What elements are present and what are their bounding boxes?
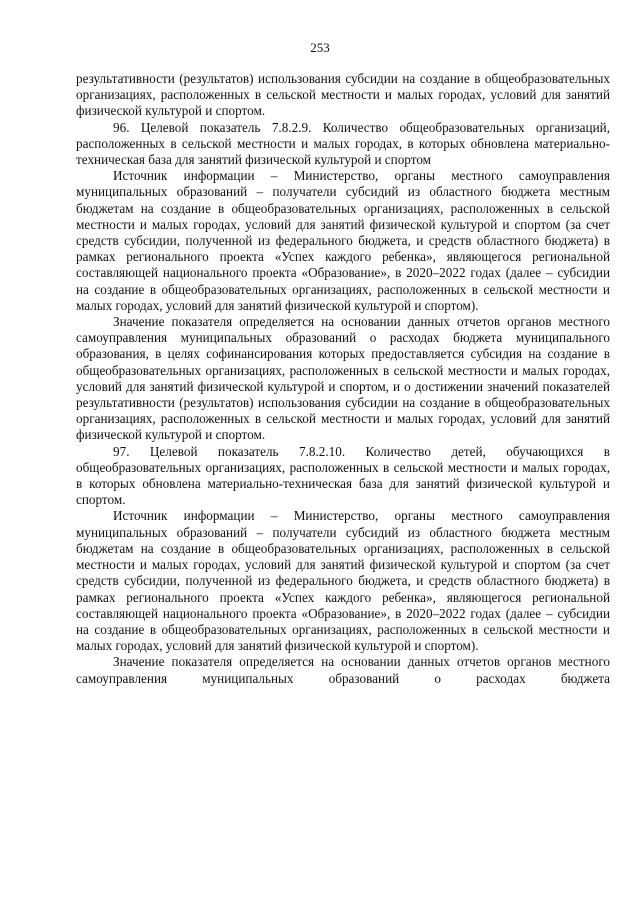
body-paragraph: Источник информации – Министерство, органы местного самоуправления муниципальных образований – получатели субсидий из областного бюджета местным бюджетам на создание в общеобразовательных организациях, расположенных в сельской местности и малых городах, условий для занятий физической культурой и спортом (за счет средств субсидии, полученной из федерального бюджета, и средств областного бюджета) в рамках регионального проекта «Успех каждого ребенка», являющегося региональной составляющей национального проекта «Образование», в 2020–2022 годах (далее – субсидии на создание в общеобразовательных организациях, расположенных в сельской местности и малых городах, условий для занятий физической культурой и спортом).: [76, 508, 610, 654]
document-body: [76, 71, 610, 687]
body-paragraph: 97. Целевой показатель 7.8.2.10. Количество детей, обучающихся в общеобразовательных организациях, расположенных в сельской местности и малых городах, в которых обновлена материально-техническая база для занятий физической культурой и спортом.: [76, 443, 610, 508]
body-paragraph: Источник информации – Министерство, органы местного самоуправления муниципальных образований – получатели субсидий из областного бюджета местным бюджетам на создание в общеобразовательных организациях, расположенных в сельской местности и малых городах, условий для занятий физической культурой и спортом (за счет средств субсидии, полученной из федерального бюджета, и средств областного бюджета) в рамках регионального проекта «Успех каждого ребенка», являющегося региональной составляющей национального проекта «Образование», в 2020–2022 годах (далее – субсидии на создание в общеобразовательных организациях, расположенных в сельской местности и малых городах, условий для занятий физической культурой и спортом).: [76, 168, 610, 313]
page-number: 253: [310, 40, 330, 55]
body-paragraph: 96. Целевой показатель 7.8.2.9. Количество общеобразовательных организаций, расположенных в сельской местности и малых городах, в которых обновлена материально-техническая база для занятий физической культурой и спортом: [76, 119, 610, 168]
body-paragraph: Значение показателя определяется на основании данных отчетов органов местного самоуправления муниципальных образований о расходах бюджета: [76, 654, 610, 686]
body-paragraph: результативности (результатов) использования субсидии на создание в общеобразовательных организациях, расположенных в сельской местности и малых городах, условий для занятий физической культурой и спортом.: [76, 71, 610, 119]
body-paragraph: Значение показателя определяется на основании данных отчетов органов местного самоуправления муниципальных образований о расходах бюджета муниципального образования, в целях софинансирования которых предоставляется субсидия на создание в общеобразовательных организациях, расположенных в сельской местности и малых городах, условий для занятий физической культурой и спортом, и о достижении значений показателей результативности (результатов) использования субсидии на создание в общеобразовательных организациях, расположенных в сельской местности и малых городах, условий для занятий физической культурой и спортом.: [76, 314, 610, 443]
